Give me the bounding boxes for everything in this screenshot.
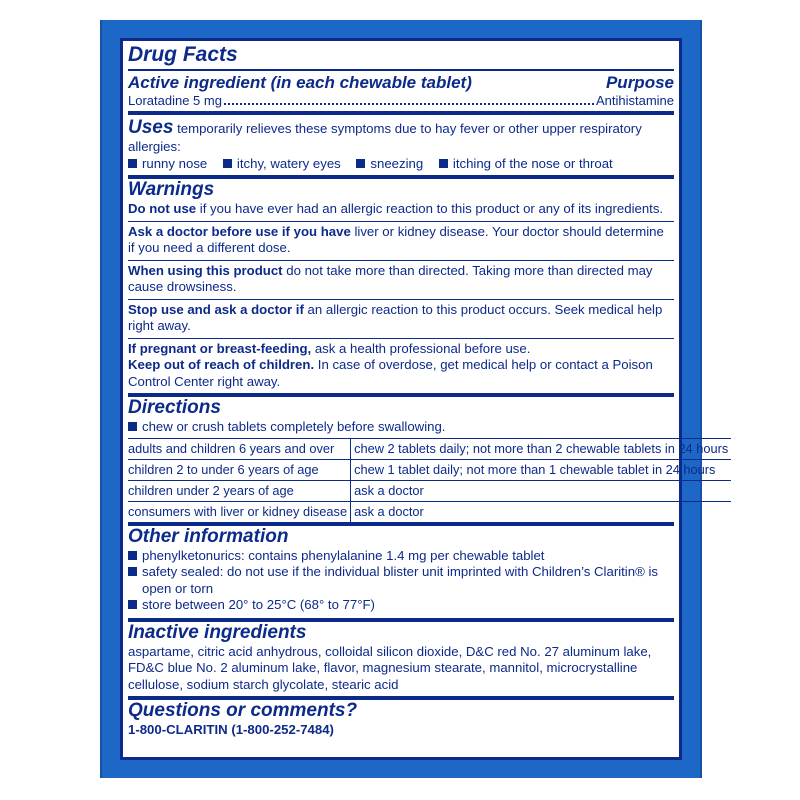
bullet-icon <box>223 159 232 168</box>
questions-section <box>128 696 674 739</box>
uses-item: sneezing <box>356 156 423 171</box>
bullet-icon <box>128 159 137 168</box>
warning-do-not-use: Do not use if you have ever had an allergic reaction to this product or any of its ingredients. <box>128 201 664 216</box>
questions-phone: 1-800-CLARITIN (1-800-252-7484) <box>128 722 334 737</box>
table-cell-who: children under 2 years of age <box>128 480 351 501</box>
active-ingredient-name: Loratadine 5 mg <box>128 93 222 108</box>
questions-heading: Questions or comments? <box>128 700 358 721</box>
bullet-icon <box>439 159 448 168</box>
warnings-section <box>128 175 674 393</box>
active-ingredient-purpose: Antihistamine <box>595 93 674 108</box>
table-row <box>128 438 731 459</box>
table-cell-who: consumers with liver or kidney disease <box>128 501 351 522</box>
table-cell-dose: chew 1 tablet daily; not more than 1 chewable tablet in 24 hours <box>351 459 732 480</box>
warning-pregnant-keep-out <box>128 338 674 394</box>
directions-section <box>128 393 729 522</box>
table-cell-who: adults and children 6 years and over <box>128 438 351 459</box>
warning-when-using: When using this product do not take more than directed. Taking more than directed may cause drowsiness. <box>128 260 674 299</box>
drug-facts-title: Drug Facts <box>128 43 238 66</box>
drug-facts-header <box>128 41 674 111</box>
inactive-ingredients-section <box>128 618 674 697</box>
list-item: phenylketonurics: contains phenylalanine 1.4 mg per chewable tablet <box>128 548 674 565</box>
table-cell-dose: chew 2 tablets daily; not more than 2 chewable tablets in 24 hours <box>351 438 732 459</box>
other-information-heading: Other information <box>128 525 289 547</box>
table-cell-dose: ask a doctor <box>351 501 732 522</box>
bullet-icon <box>128 422 137 431</box>
warning-ask-doctor: Ask a doctor before use if you have liver or kidney disease. Your doctor should determine if you need a different dose. <box>128 221 674 260</box>
warning-stop-use: Stop use and ask a doctor if an allergic reaction to this product occurs. Seek medical help right away. <box>128 299 674 338</box>
table-cell-dose: ask a doctor <box>351 480 732 501</box>
uses-text: temporarily relieves these symptoms due to hay fever or other upper respiratory allergies: <box>128 121 642 154</box>
warning-keep-out: Keep out of reach of children. In case of overdose, get medical help or contact a Poison Control Center right away. <box>128 357 653 389</box>
bullet-icon <box>128 551 137 560</box>
dot-leader <box>224 103 594 105</box>
uses-item: runny nose <box>128 156 207 171</box>
inactive-ingredients-heading: Inactive ingredients <box>128 621 307 643</box>
bullet-icon <box>128 567 137 576</box>
purpose-heading: Purpose <box>605 73 674 92</box>
table-cell-who: children 2 to under 6 years of age <box>128 459 351 480</box>
uses-list <box>128 156 674 173</box>
uses-section <box>128 111 674 175</box>
uses-heading: Uses <box>128 117 174 138</box>
table-row <box>128 480 731 501</box>
directions-intro: chew or crush tablets completely before swallowing. <box>128 419 674 436</box>
drug-facts-label <box>120 38 729 760</box>
warning-pregnant: If pregnant or breast-feeding, ask a health professional before use. <box>128 340 531 356</box>
bullet-icon <box>356 159 365 168</box>
uses-item: itching of the nose or throat <box>439 156 613 171</box>
list-item: safety sealed: do not use if the individual blister unit imprinted with Children’s Claritin® is open or torn <box>128 564 674 597</box>
other-information-section <box>128 522 674 618</box>
warnings-heading: Warnings <box>128 179 215 200</box>
table-row <box>128 459 731 480</box>
directions-table <box>128 438 731 522</box>
inactive-ingredients-text: aspartame, citric acid anhydrous, colloidal silicon dioxide, D&C red No. 27 aluminum lake, FD&C blue No. 2 aluminum lake, flavor, magnesium stearate, mannitol, microcrystalline cellulose, sodium starch glycolate, stearic acid <box>128 643 652 692</box>
active-ingredient-heading: Active ingredient (in each chewable tablet) <box>128 73 472 92</box>
package-background <box>100 20 729 778</box>
directions-heading: Directions <box>128 397 221 418</box>
active-ingredient-header-row <box>128 69 674 93</box>
bullet-icon <box>128 600 137 609</box>
list-item: store between 20° to 25°C (68° to 77°F) <box>128 597 674 614</box>
table-row <box>128 501 731 522</box>
uses-item: itchy, watery eyes <box>223 156 341 171</box>
active-ingredient-row <box>128 93 674 111</box>
